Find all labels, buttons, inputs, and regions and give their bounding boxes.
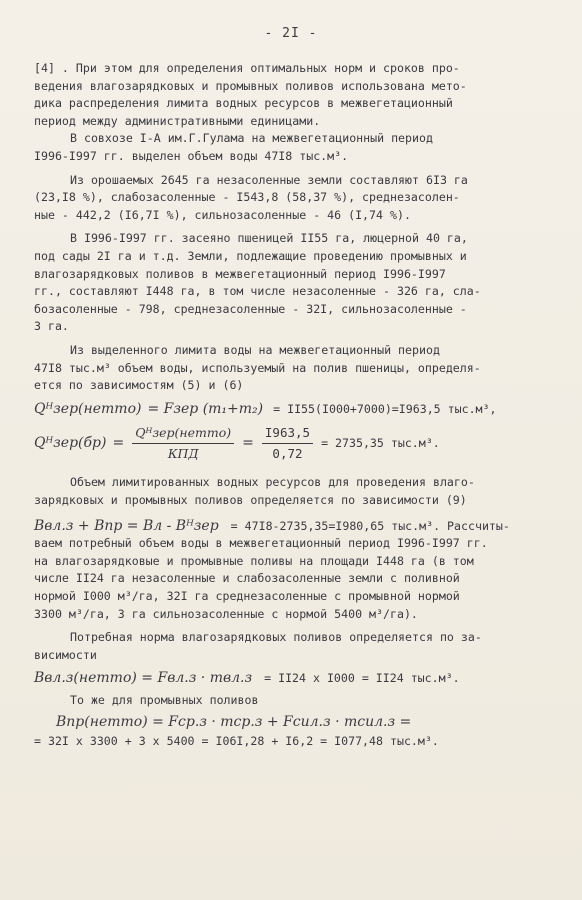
fraction-denominator: КПД [167,445,199,461]
formula-wheat-gross [34,424,546,462]
paragraph-moisture-norm [34,629,546,664]
text-line: под сады 2I га и т.д. Земли, подлежащие проведению промывных и [34,248,467,263]
text-line: ведения влагозарядковых и промывных поливов использована мето- [34,78,467,93]
text-line: бозасоленные - 798, среднезасоленные - 32I, сильнозасоленные - [34,301,467,316]
text-line: 47I8 тыс.м³ объем воды, используемый на полив пшеницы, определя- [34,360,481,375]
paragraph-limit [34,342,546,395]
text-line: Из выделенного лимита воды на межвегетационный период [70,342,440,357]
fraction-values [262,424,313,462]
text-line: ется по зависимостям (5) и (6) [34,378,244,393]
formula-lhs: Bпр(нетто) = Fср.з · mср.з + Fсил.з · mсил.з = [56,713,412,730]
text-line: Объем лимитированных водных ресурсов для проведения влаго- [70,475,475,490]
text-line: (23,I8 %), слабозасоленные - I543,8 (58,37 %), среднезасолен- [34,190,460,205]
formula-equals: = [242,434,254,451]
formula-moisture-net [34,670,546,688]
paragraph-washing [34,692,546,710]
formula-washing-result [34,733,546,751]
text-line: висимости [34,647,97,662]
text-line: 3 га. [34,319,69,334]
formula-equals: = [112,434,125,451]
paragraph-sown-areas [34,230,546,336]
text-line: влагозарядковых поливов в межвегетационный период I996-I997 [34,266,446,281]
text-line: ваем потребный объем воды в межвегетационный период I996-I997 гг. [34,536,488,551]
text-line: ные - 442,2 (I6,7I %), сильнозасоленные - 46 (I,74 %). [34,207,411,222]
formula-rhs: = 2735,35 тыс.м³. [321,435,440,450]
text-line: В I996-I997 гг. засеяно пшеницей II55 га, люцерной 40 га, [70,231,468,246]
formula-lhs: Bвл.з(нетто) = Fвл.з · mвл.з [34,670,253,687]
document-body [34,60,546,751]
text-line: гг., составляют I448 га, в том числе незасоленные - 326 га, сла- [34,284,481,299]
text-line: 3300 м³/га, 3 га сильнозасоленные с нормой 5400 м³/га). [34,606,418,621]
text-line: зарядковых и промывных поливов определяется по зависимости (9) [34,493,467,508]
paragraph-irrigated-land [34,172,546,225]
text-line: В совхозе I-А им.Г.Гулама на межвегетационный период [70,131,433,146]
fraction-net-over-efficiency [132,424,234,462]
formula-lhs: Bвл.з + Bпр = Bл - Bᴴзер [34,517,219,534]
paragraph-sovkhoz [34,130,546,165]
page-number: - 2I - [264,26,318,41]
text-line: = 32I x 3300 + 3 x 5400 = I06I,28 + I6,2 = I077,48 тыс.м³. [34,734,439,749]
formula-wheat-net [34,401,546,419]
formula-mid: = Fзер (m₁+m₂) [147,400,264,417]
text-line: нормой I000 м³/га, 32I га среднезасоленные с промывной нормой [34,589,460,604]
text-line: Из орошаемых 2645 га незасоленные земли составляют 6I3 га [70,172,468,187]
fraction-numerator: Qᴴзер(нетто) [132,424,234,444]
paragraph-required-volume [34,535,546,623]
text-line: на влагозарядковые и промывные поливы на площади I448 га (в том [34,553,474,568]
text-line: дика распределения лимита водных ресурсов в межвегетационный [34,96,453,111]
text-line: [4] . При этом для определения оптимальных норм и сроков про- [34,61,460,75]
paragraph-intro [34,60,546,130]
paragraph-limited-resources [34,474,546,509]
text-line: период между административными единицами. [34,113,321,128]
formula-lhs: Qᴴзер(бр) [34,434,107,451]
formula-lhs: Qᴴзер(нетто) [34,400,142,417]
formula-limit-balance [34,518,546,536]
formula-rhs: = II55(I000+7000)=I963,5 тыс.м³, [273,401,497,416]
fraction-denominator: 0,72 [272,445,303,461]
fraction-numerator: I963,5 [262,424,313,444]
formula-washing-net [34,714,546,732]
text-line: I996-I997 гг. выделен объем воды 47I8 тыс.м³. [34,148,349,163]
text-line: То же для промывных поливов [70,693,259,707]
text-line: числе II24 га незасоленные и слабозасоленные земли с поливной [34,571,460,586]
formula-rhs: = 47I8-2735,35=I980,65 тыс.м³. Рассчиты- [230,518,510,533]
formula-rhs: = II24 x I000 = II24 тыс.м³. [264,671,460,686]
text-line: Потребная норма влагозарядковых поливов определяется по за- [70,630,482,645]
